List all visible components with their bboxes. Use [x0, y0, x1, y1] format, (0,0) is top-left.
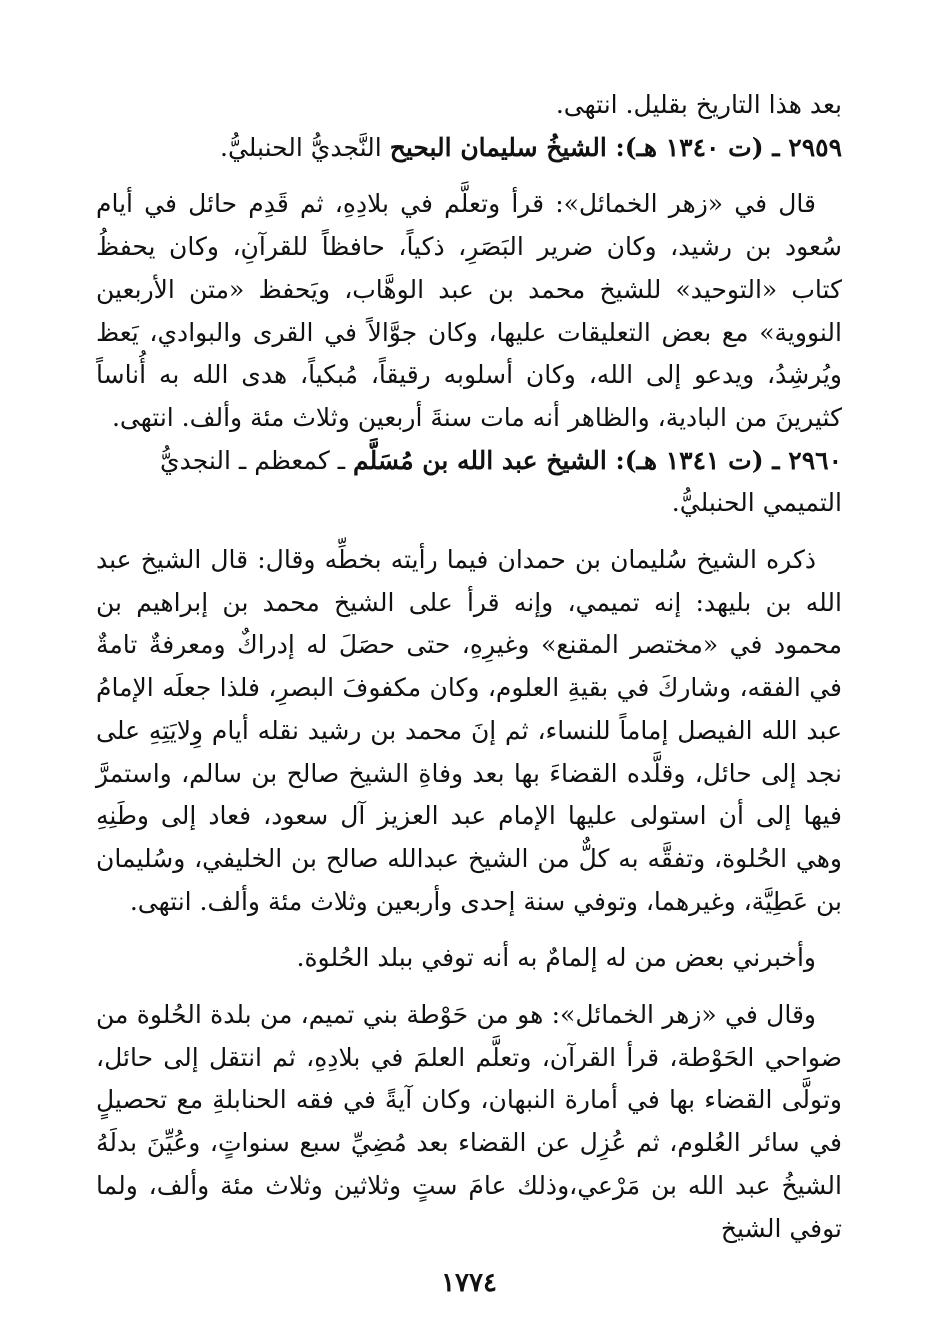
page-number: ١٧٧٤: [441, 1268, 497, 1298]
intro-line: بعد هذا التاريخ بقليل. انتهى.: [555, 90, 842, 119]
entry-2960-paragraph-1: ذكره الشيخ سُليمان بن حمدان فيما رأيته بخطِّه وقال: قال الشيخ عبد الله بن بليهد: إنه تميمي، وإنه قرأ على الشيخ محمد بن إبراهيم بن محمود في «مختصر المقنع» وغيرِهِ، حتى حصَلَ له إدراكٌ ومعرفةٌ تامةٌ في الفقه، وشاركَ في بقيةِ العلوم، وكان مكفوفَ البصرِ، فلذا جعلَه الإمامُ عبد الله الفيصل إماماً للنساء، ثم إنَ محمد بن رشيد نقله أيام وِلايَتِهِ على نجد إلى حائل، وقلَّده القضاءَ بها بعد وفاةِ الشيخ صالح بن سالم، واستمرَّ فيها إلى أن استولى عليها الإمام عبد العزيز آل سعود، فعاد إلى وطَنِهِ وهي الحُلوة، وتفقَّه به كلٌّ من الشيخ عبدالله صالح بن الخليفي، وسُليمان بن عَطِيَّة، وغيرهما، وتوفي سنة إحدى وأربعين وثلاث مئة وألف. انتهى.: [96, 545, 842, 916]
entry-heading-bold: ٢٩٥٩ ـ (ت ١٣٤٠ هـ): الشيخُ سليمان البحيح: [389, 132, 842, 162]
entry-heading-tail: ـ كمعظم ـ النجديُّ التميمي الحنبليُّ.: [160, 445, 842, 518]
entry-heading-bold: ٢٩٦٠ ـ (ت ١٣٤١ هـ): الشيخ عبد الله بن مُسَلَّم: [352, 445, 842, 475]
entry-2960-paragraph-3: وقال في «زهر الخمائل»: هو من حَوْطة بني تميم، من بلدة الحُلوة من ضواحي الحَوْطة، قرأ القرآن، وتعلَّم العلمَ في بلادِهِ، ثم انتقل إلى حائل، وتولَّى القضاء بها في أمارة النبهان، وكان آيةً في فقه الحنابلةِ مع تحصيلٍ في سائر العُلوم، ثم عُزِل عن القضاء بعد مُضِيِّ سبع سنواتٍ، وعُيِّنَ بدلَهُ الشيخُ عبد الله بن مَرْعي،وذلك عامَ ستٍ وثلاثين وثلاث مئة وألف، ولما توفي الشيخ: [96, 1000, 842, 1243]
entry-heading-2960: [96, 440, 842, 525]
entry-2960-paragraph-2: وأخبرني بعض من له إلمامٌ به أنه توفي ببلد الحُلوة.: [296, 943, 816, 973]
entry-heading-tail: النَّجديُّ الحنبليُّ.: [220, 132, 390, 162]
entry-2959-paragraph: قال في «زهر الخمائل»: قرأ وتعلَّم في بلادِهِ، ثم قَدِم حائل في أيام سُعود بن رشيد، وكان ضرير البَصَرِ، ذكياً، حافظاً للقرآنِ، وكان يحفظُ كتاب «التوحيد» للشيخ محمد بن عبد الوهَّاب، ويَحفظ «متن الأربعين النووية» مع بعض التعليقات عليها، وكان جوَّالاً في القرى والبوادي، يَعظ ويُرشِدُ، ويدعو إلى الله، وكان أسلوبه رقيقاً، مُبكياً، هدى الله به أُناساً كثيرينَ من البادية، والظاهر أنه مات سنةَ أربعين وثلاث مئة وألف. انتهى.: [96, 189, 842, 432]
entry-heading-2959: [96, 127, 842, 170]
